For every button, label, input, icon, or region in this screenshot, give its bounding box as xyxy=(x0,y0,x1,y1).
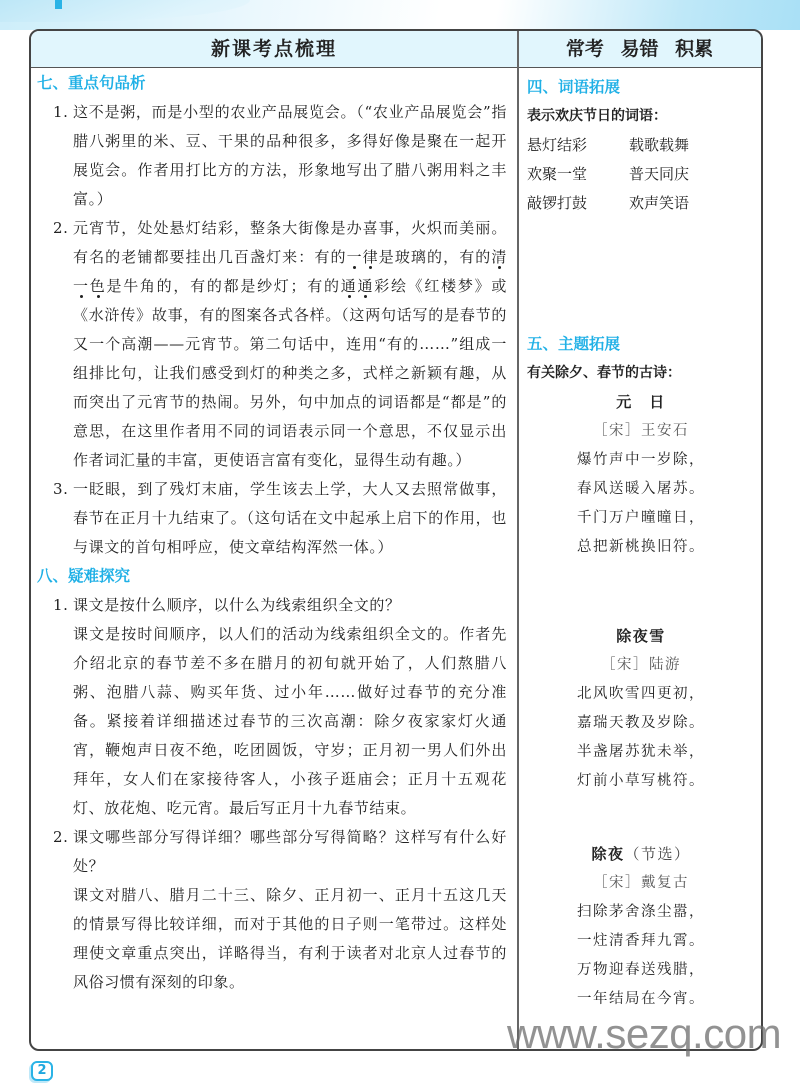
vocabulary-word: 欢声笑语 xyxy=(629,194,690,212)
poem-author: ［宋］戴复古 xyxy=(593,875,689,891)
content-frame xyxy=(29,29,763,1051)
question-number: 1. xyxy=(53,596,69,614)
poem-line: 千门万户曈曈日， xyxy=(577,510,705,526)
question-text: 课文是按什么顺序，以什么为线索组织全文的？ xyxy=(73,596,401,614)
vocabulary-row xyxy=(527,131,763,160)
question-item xyxy=(31,591,517,620)
decorative-tab-marker xyxy=(55,0,62,9)
emphasis-char: 一 xyxy=(73,277,90,295)
text-segment: 是玻璃的，有的 xyxy=(378,248,492,266)
decorative-corner xyxy=(0,0,250,22)
item-number: 2. xyxy=(53,219,69,237)
section-heading-key-sentences: 七、重点句品析 xyxy=(37,74,146,92)
item-text xyxy=(73,214,507,475)
left-column-title: 新课考点梳理 xyxy=(210,38,337,60)
spacer xyxy=(519,796,763,840)
right-column xyxy=(519,69,763,1014)
emphasis-char: 通 xyxy=(357,277,375,295)
emphasis-char: 清 xyxy=(491,248,507,266)
section-heading-difficult-questions: 八、疑难探究 xyxy=(37,567,131,585)
emphasis-char: 一 xyxy=(346,248,363,266)
answer-text: 课文对腊八、腊月二十三、除夕、正月初一、正月十五这几天的情景写得比较详细，而对于其他的日子则一笔带过。这样处理使文章重点突出，详略得当，有利于读者对北京人过春节的风俗习惯有深刻的印象。 xyxy=(73,886,507,991)
item-text: 一眨眼，到了残灯末庙，学生该去上学，大人又去照常做事，春节在正月十九结束了。（这句话在文中起承上启下的作用，也与课文的首句相呼应，使文章结构浑然一体。） xyxy=(73,480,507,556)
vocabulary-row xyxy=(527,189,763,218)
dotted-word xyxy=(341,277,374,295)
text-segment: 彩绘《红楼梦》或《水浒传》故事，有的图案各式各样。（这两句话写的是春节的又一个高潮——元宵节。第二句话中，连用“有的……”组成一组排比句，让我们感受到灯的种类之多，式样之新颖有趣，从而突出了元宵节的热闹。另外，句中加点的词语都是“都是”的意思，在这里作者用不同的词语表示同一个意思，不仅显示出作者词汇量的丰富，更使语言富有变化，显得生动有趣。） xyxy=(73,277,507,469)
poem-line: 灯前小草写桃符。 xyxy=(577,773,705,789)
item-number: 3. xyxy=(53,480,69,498)
vocabulary-word: 悬灯结彩 xyxy=(527,136,588,154)
poem-line: 嘉瑞天教及岁除。 xyxy=(577,715,705,731)
vocabulary-word: 普天同庆 xyxy=(629,165,690,183)
spacer xyxy=(519,562,763,622)
poem-title: 除夜雪 xyxy=(616,627,666,645)
poem-title-text: 除夜 xyxy=(591,845,625,863)
right-column-title: 常考 易错 积累 xyxy=(565,38,714,60)
text-segment: 元宵节，处处悬灯结彩，整条大街像是办喜事，火炽而美丽。有名的老铺都要挂出几百盏灯来：有的 xyxy=(73,219,507,266)
poem-line: 春风送暖入屠苏。 xyxy=(577,481,705,497)
vocabulary-list xyxy=(519,131,763,218)
vocabulary-word: 敲锣打鼓 xyxy=(527,194,588,212)
emphasis-char: 色 xyxy=(89,277,107,295)
poem xyxy=(519,388,763,562)
key-sentence-item xyxy=(31,475,517,562)
poem-title-note: （节选） xyxy=(624,845,691,863)
poem-title: 元 日 xyxy=(616,393,666,411)
question-number: 2. xyxy=(53,828,69,846)
poem xyxy=(519,622,763,796)
question-item xyxy=(31,823,517,881)
table-header xyxy=(31,31,761,68)
spacer xyxy=(519,218,763,326)
item-number: 1. xyxy=(53,103,69,121)
text-segment: 是牛角的，有的都是纱灯；有的 xyxy=(106,277,341,295)
poem-line: 一年结局在今宵。 xyxy=(577,991,705,1007)
section-heading-theme: 五、主题拓展 xyxy=(527,335,621,353)
vocabulary-subtitle: 表示欢庆节日的词语： xyxy=(527,108,667,124)
section-heading-vocabulary: 四、词语拓展 xyxy=(527,78,621,96)
question-text: 课文哪些部分写得详细？哪些部分写得简略？这样写有什么好处？ xyxy=(73,828,507,875)
item-text: 这不是粥，而是小型的农业产品展览会。（“农业产品展览会”指腊八粥里的米、豆、干果的品种很多，多得好像是聚在一起开展览会。作者用打比方的方法，形象地写出了腊八粥用料之丰富。） xyxy=(73,103,507,208)
poem-line: 北风吹雪四更初， xyxy=(577,686,705,702)
emphasis-char: 通 xyxy=(340,277,358,295)
poem-line: 爆竹声中一岁除， xyxy=(577,452,705,468)
poem-line: 半盏屠苏犹未举， xyxy=(577,744,705,760)
answer-text: 课文是按时间顺序，以人们的活动为线索组织全文的。作者先介绍北京的春节差不多在腊月的初旬就开始了，人们熬腊八粥、泡腊八蒜、购买年货、过小年……做好过春节的充分准备。紧接着详细描述过春节的三次高潮：除夕夜家家灯火通宵，鞭炮声日夜不绝，吃团圆饭，守岁；正月初一男人们外出拜年，女人们在家接待客人，小孩子逛庙会；正月十五观花灯、放花炮、吃元宵。最后写正月十九春节结束。 xyxy=(73,625,507,817)
poem-line: 一炷清香拜九霄。 xyxy=(577,933,705,949)
poem-title xyxy=(519,840,763,869)
key-sentence-item xyxy=(31,98,517,214)
poem-line: 总把新桃换旧符。 xyxy=(577,539,705,555)
left-column xyxy=(31,69,517,997)
poem-line: 扫除茅舍涤尘嚣， xyxy=(577,904,705,920)
vocabulary-word: 载歌载舞 xyxy=(629,136,690,154)
theme-subtitle: 有关除夕、春节的古诗： xyxy=(527,365,681,381)
emphasis-char: 律 xyxy=(362,248,379,266)
key-sentence-item xyxy=(31,214,517,475)
poem xyxy=(519,840,763,1014)
vocabulary-row xyxy=(527,160,763,189)
decorative-top-band xyxy=(0,0,800,30)
poem-author: ［宋］陆游 xyxy=(601,657,681,673)
poem-author: ［宋］王安石 xyxy=(593,423,689,439)
vocabulary-word: 欢聚一堂 xyxy=(527,165,588,183)
poem-line: 万物迎春送残腊， xyxy=(577,962,705,978)
page-number: 2 xyxy=(31,1061,53,1081)
dotted-word xyxy=(347,248,379,266)
watermark-text: www.sezq.com xyxy=(507,1010,782,1057)
